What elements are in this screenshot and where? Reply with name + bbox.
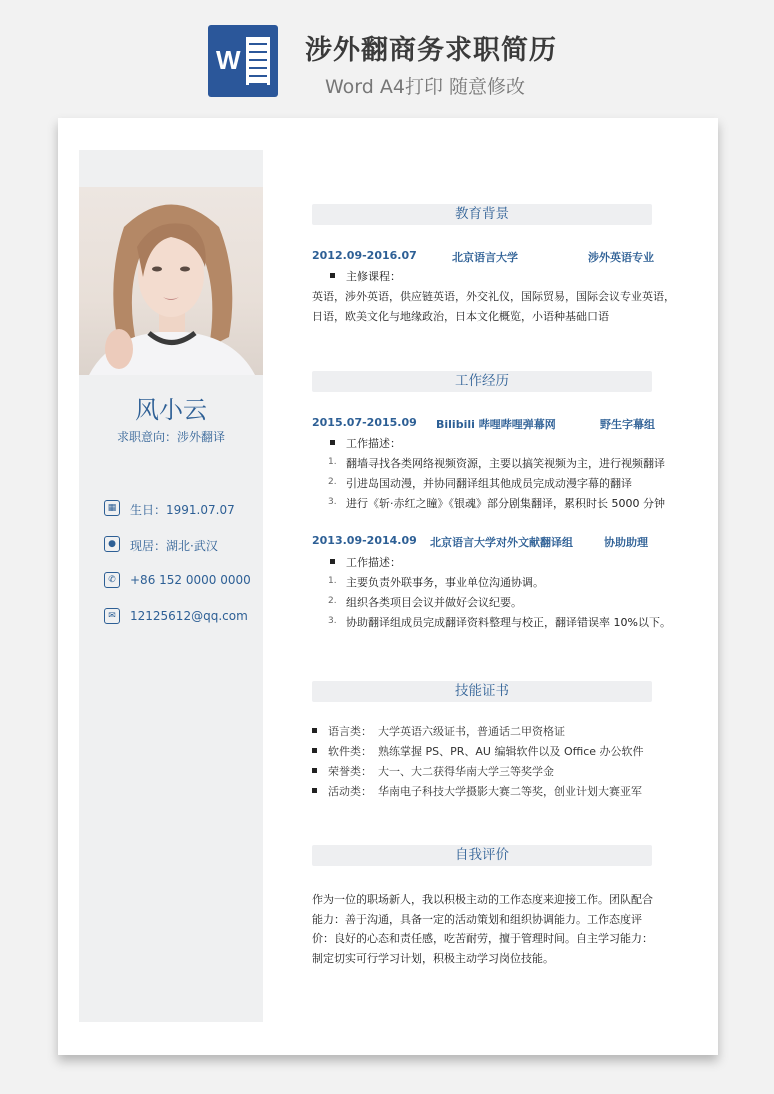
- page-title: 涉外翻商务求职简历: [305, 35, 557, 66]
- job-desc-label: 工作描述：: [346, 437, 401, 450]
- bullet: [312, 728, 317, 733]
- job-item: 进行《斩·赤红之瞳》《银魂》部分剧集翻译，累积时长 5000 分钟: [346, 497, 665, 510]
- profile-photo: [79, 187, 263, 375]
- job-item: 引进岛国动漫，并协同翻译组其他成员完成动漫字幕的翻译: [346, 477, 632, 490]
- profile-sidebar: [79, 150, 263, 1022]
- bullet: [312, 768, 317, 773]
- bullet: [330, 440, 335, 445]
- page-header: [0, 0, 774, 115]
- resume-page: [58, 118, 718, 1055]
- education-school: 北京语言大学: [452, 251, 518, 264]
- job-row: [312, 534, 657, 550]
- skill-value: 大学英语六级证书，普通话二甲资格证: [378, 725, 565, 738]
- section-heading-skills: 技能证书: [312, 681, 652, 702]
- skill-value: 华南电子科技大学摄影大赛二等奖，创业计划大赛亚军: [378, 785, 642, 798]
- skill-row: [312, 783, 662, 799]
- course-label: 主修课程：: [346, 270, 401, 283]
- item-number: 3.: [328, 616, 337, 626]
- contact-phone: ✆ +86 152 0000 0000: [104, 572, 264, 592]
- job-role: 野生字幕组: [600, 418, 655, 431]
- job-item: 主要负责外联事务，事业单位沟通协调。: [346, 576, 544, 589]
- bullet: [330, 559, 335, 564]
- calendar-icon: ▦: [104, 500, 120, 516]
- page-subtitle: Word A4打印 随意修改: [325, 76, 526, 98]
- bullet: [312, 788, 317, 793]
- item-number: 1.: [328, 576, 337, 586]
- phone-icon: ✆: [104, 572, 120, 588]
- item-number: 1.: [328, 457, 337, 467]
- candidate-name: 风小云: [135, 396, 207, 424]
- item-number: 2.: [328, 477, 337, 487]
- skill-category: 活动类：: [328, 785, 372, 798]
- education-major: 涉外英语专业: [588, 251, 654, 264]
- bullet: [312, 748, 317, 753]
- contact-birthday: ▦ 生日：1991.07.07: [104, 500, 264, 520]
- job-item: 组织各类项目会议并做好会议纪要。: [346, 596, 522, 609]
- location-pin-icon: ●: [104, 536, 120, 552]
- skill-row: [312, 763, 662, 779]
- mail-icon: ✉: [104, 608, 120, 624]
- job-item: 翻墙寻找各类网络视频资源，主要以搞笑视频为主，进行视频翻译: [346, 457, 665, 470]
- job-date: 2013.09-2014.09: [312, 534, 417, 547]
- section-heading-work: 工作经历: [312, 371, 652, 392]
- job-date: 2015.07-2015.09: [312, 416, 417, 429]
- contact-location: ● 现居：湖北·武汉: [104, 536, 264, 556]
- skill-category: 软件类：: [328, 745, 372, 758]
- job-org: 北京语言大学对外文献翻译组: [430, 536, 573, 549]
- self-eval-text: 作为一位的职场新人，我以积极主动的工作态度来迎接工作。团队配合能力：善于沟通，具备一定的活动策划和组织协调能力。工作态度评价：良好的心态和责任感，吃苦耐劳，擅于管理时间。自主学习能力：制定切实可行学习计划，积极主动学习岗位技能。: [312, 893, 653, 965]
- bullet: [330, 273, 335, 278]
- item-number: 2.: [328, 596, 337, 606]
- skill-category: 语言类：: [328, 725, 372, 738]
- job-role: 协助助理: [604, 536, 648, 549]
- skill-row: [312, 723, 662, 739]
- word-logo-icon: W: [208, 25, 278, 97]
- section-heading-education: 教育背景: [312, 204, 652, 225]
- skill-category: 荣誉类：: [328, 765, 372, 778]
- skill-row: [312, 743, 662, 759]
- job-intention: 求职意向：涉外翻译: [116, 430, 225, 444]
- education-row: [312, 249, 657, 265]
- job-desc-label: 工作描述：: [346, 556, 401, 569]
- education-date: 2012.09-2016.07: [312, 249, 417, 262]
- item-number: 3.: [328, 497, 337, 507]
- job-org: Bilibili 哔哩哔哩弹幕网: [436, 418, 556, 431]
- skill-value: 熟练掌握 PS、PR、AU 编辑软件以及 Office 办公软件: [378, 745, 644, 758]
- section-heading-self-eval: 自我评价: [312, 845, 652, 866]
- resume-main: [308, 118, 675, 1055]
- job-row: [312, 416, 657, 432]
- job-item: 协助翻译组成员完成翻译资料整理与校正，翻译错误率 10%以下。: [346, 616, 671, 629]
- skill-value: 大一、大二获得华南大学三等奖学金: [378, 765, 554, 778]
- contact-email: ✉ 12125612@qq.com: [104, 608, 264, 628]
- course-line: 英语，涉外英语，供应链英语，外交礼仪，国际贸易，国际会议专业英语，: [312, 290, 675, 303]
- course-line: 日语，欧美文化与地缘政治，日本文化概览，小语种基础口语: [312, 310, 609, 323]
